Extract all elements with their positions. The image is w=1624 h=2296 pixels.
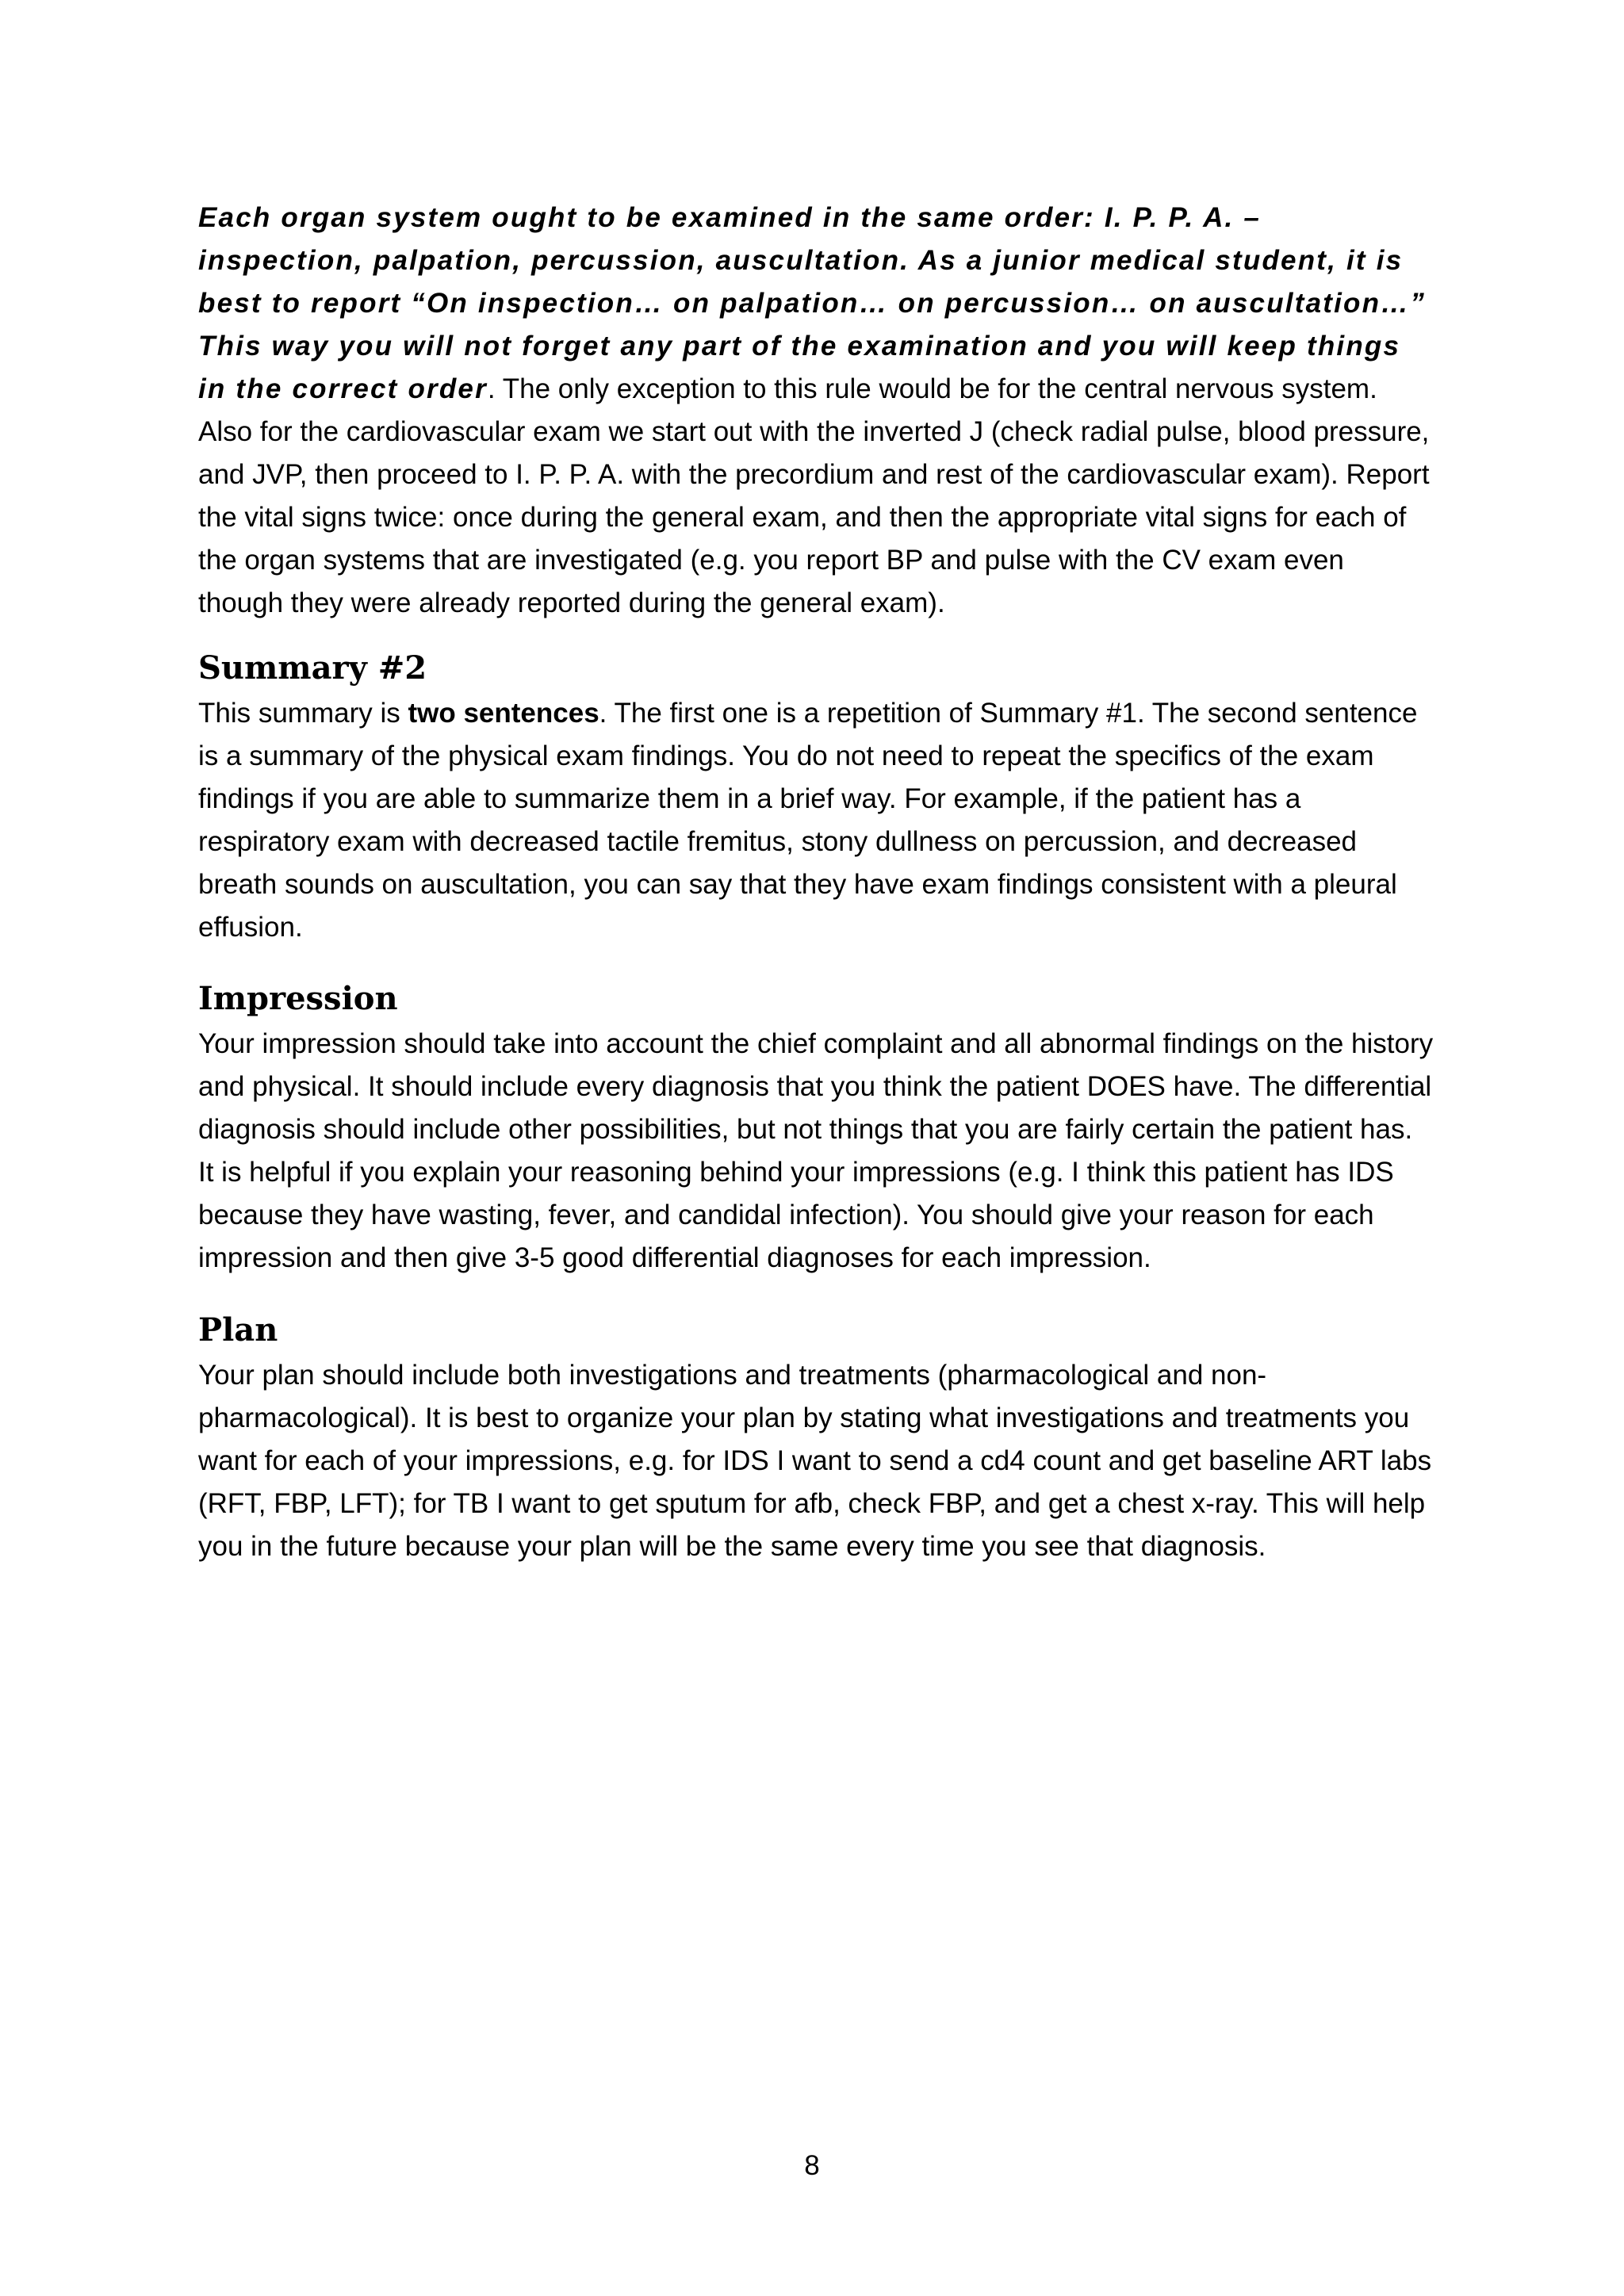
plan-paragraph: Your plan should include both investigations and treatments (pharmacological and non-pharmacological). It is best to organize your plan by stating what investigations and treatments you want for each of your impressions, e.g. for IDS I want to send a cd4 count and get baseline ART labs (RFT, FBP, LFT); for TB I want to get sputum for afb, check FBP, and get a chest x-ray. This will help you in the future because your plan will be the same every time you see that diagnosis.	[198, 1360, 1432, 1562]
impression-paragraph: Your impression should take into account the chief complaint and all abnormal findings on the history and physical. It should include every diagnosis that you think the patient DOES have. The differential diagnosis should include other possibilities, but not things that you are fairly certain the patient has. It is helpful if you explain your reasoning behind your impressions (e.g. I think this patient has IDS because they have wasting, fever, and candidal infection). You should give your reason for each impression and then give 3-5 good differential diagnoses for each impression.	[198, 1028, 1434, 1273]
plan-section	[198, 1308, 1435, 1568]
intro-paragraph	[198, 197, 1435, 625]
summary2-text-before: This summary is	[198, 698, 408, 729]
intro-body-text: . The only exception to this rule would be for the central nervous system. Also for the cardiovascular exam we start out with the inverted J (check radial pulse, blood pressure, and JVP, then proceed to I. P. P. A. with the precordium and rest of the cardiovascular exam). Report the vital signs twice: once during the general exam, and then the appropriate vital signs for each of the organ systems that are investigated (e.g. you report BP and pulse with the CV exam even though they were already reported during the general exam).	[198, 373, 1430, 618]
page-number: 8	[804, 2150, 820, 2181]
plan-heading: Plan	[198, 1311, 278, 1349]
summary2-paragraph	[198, 692, 1435, 949]
summary2-section	[198, 646, 1435, 949]
summary2-heading: Summary #2	[198, 649, 427, 687]
summary2-text-bold: two sentences	[408, 698, 599, 729]
impression-section	[198, 977, 1435, 1280]
summary2-text-after: . The first one is a repetition of Summary #1. The second sentence is a summary of the physical exam findings. You do not need to repeat the specifics of the exam findings if you are able to summarize them in a brief way. For example, if the patient has a respiratory exam with decreased tactile fremitus, stony dullness on percussion, and decreased breath sounds on auscultation, you can say that they have exam findings consistent with a pleural effusion.	[198, 698, 1418, 943]
impression-heading: Impression	[198, 980, 398, 1017]
intro-emphasis-text: Each organ system ought to be examined in the same order: I. P. P. A. – inspection, palpation, percussion, auscultation. As a junior medical student, it is best to report “On inspection… on palpation… on percussion… on auscultation…” This way you will not forget any part of the examination and you will keep things in the correct order	[198, 202, 1427, 404]
